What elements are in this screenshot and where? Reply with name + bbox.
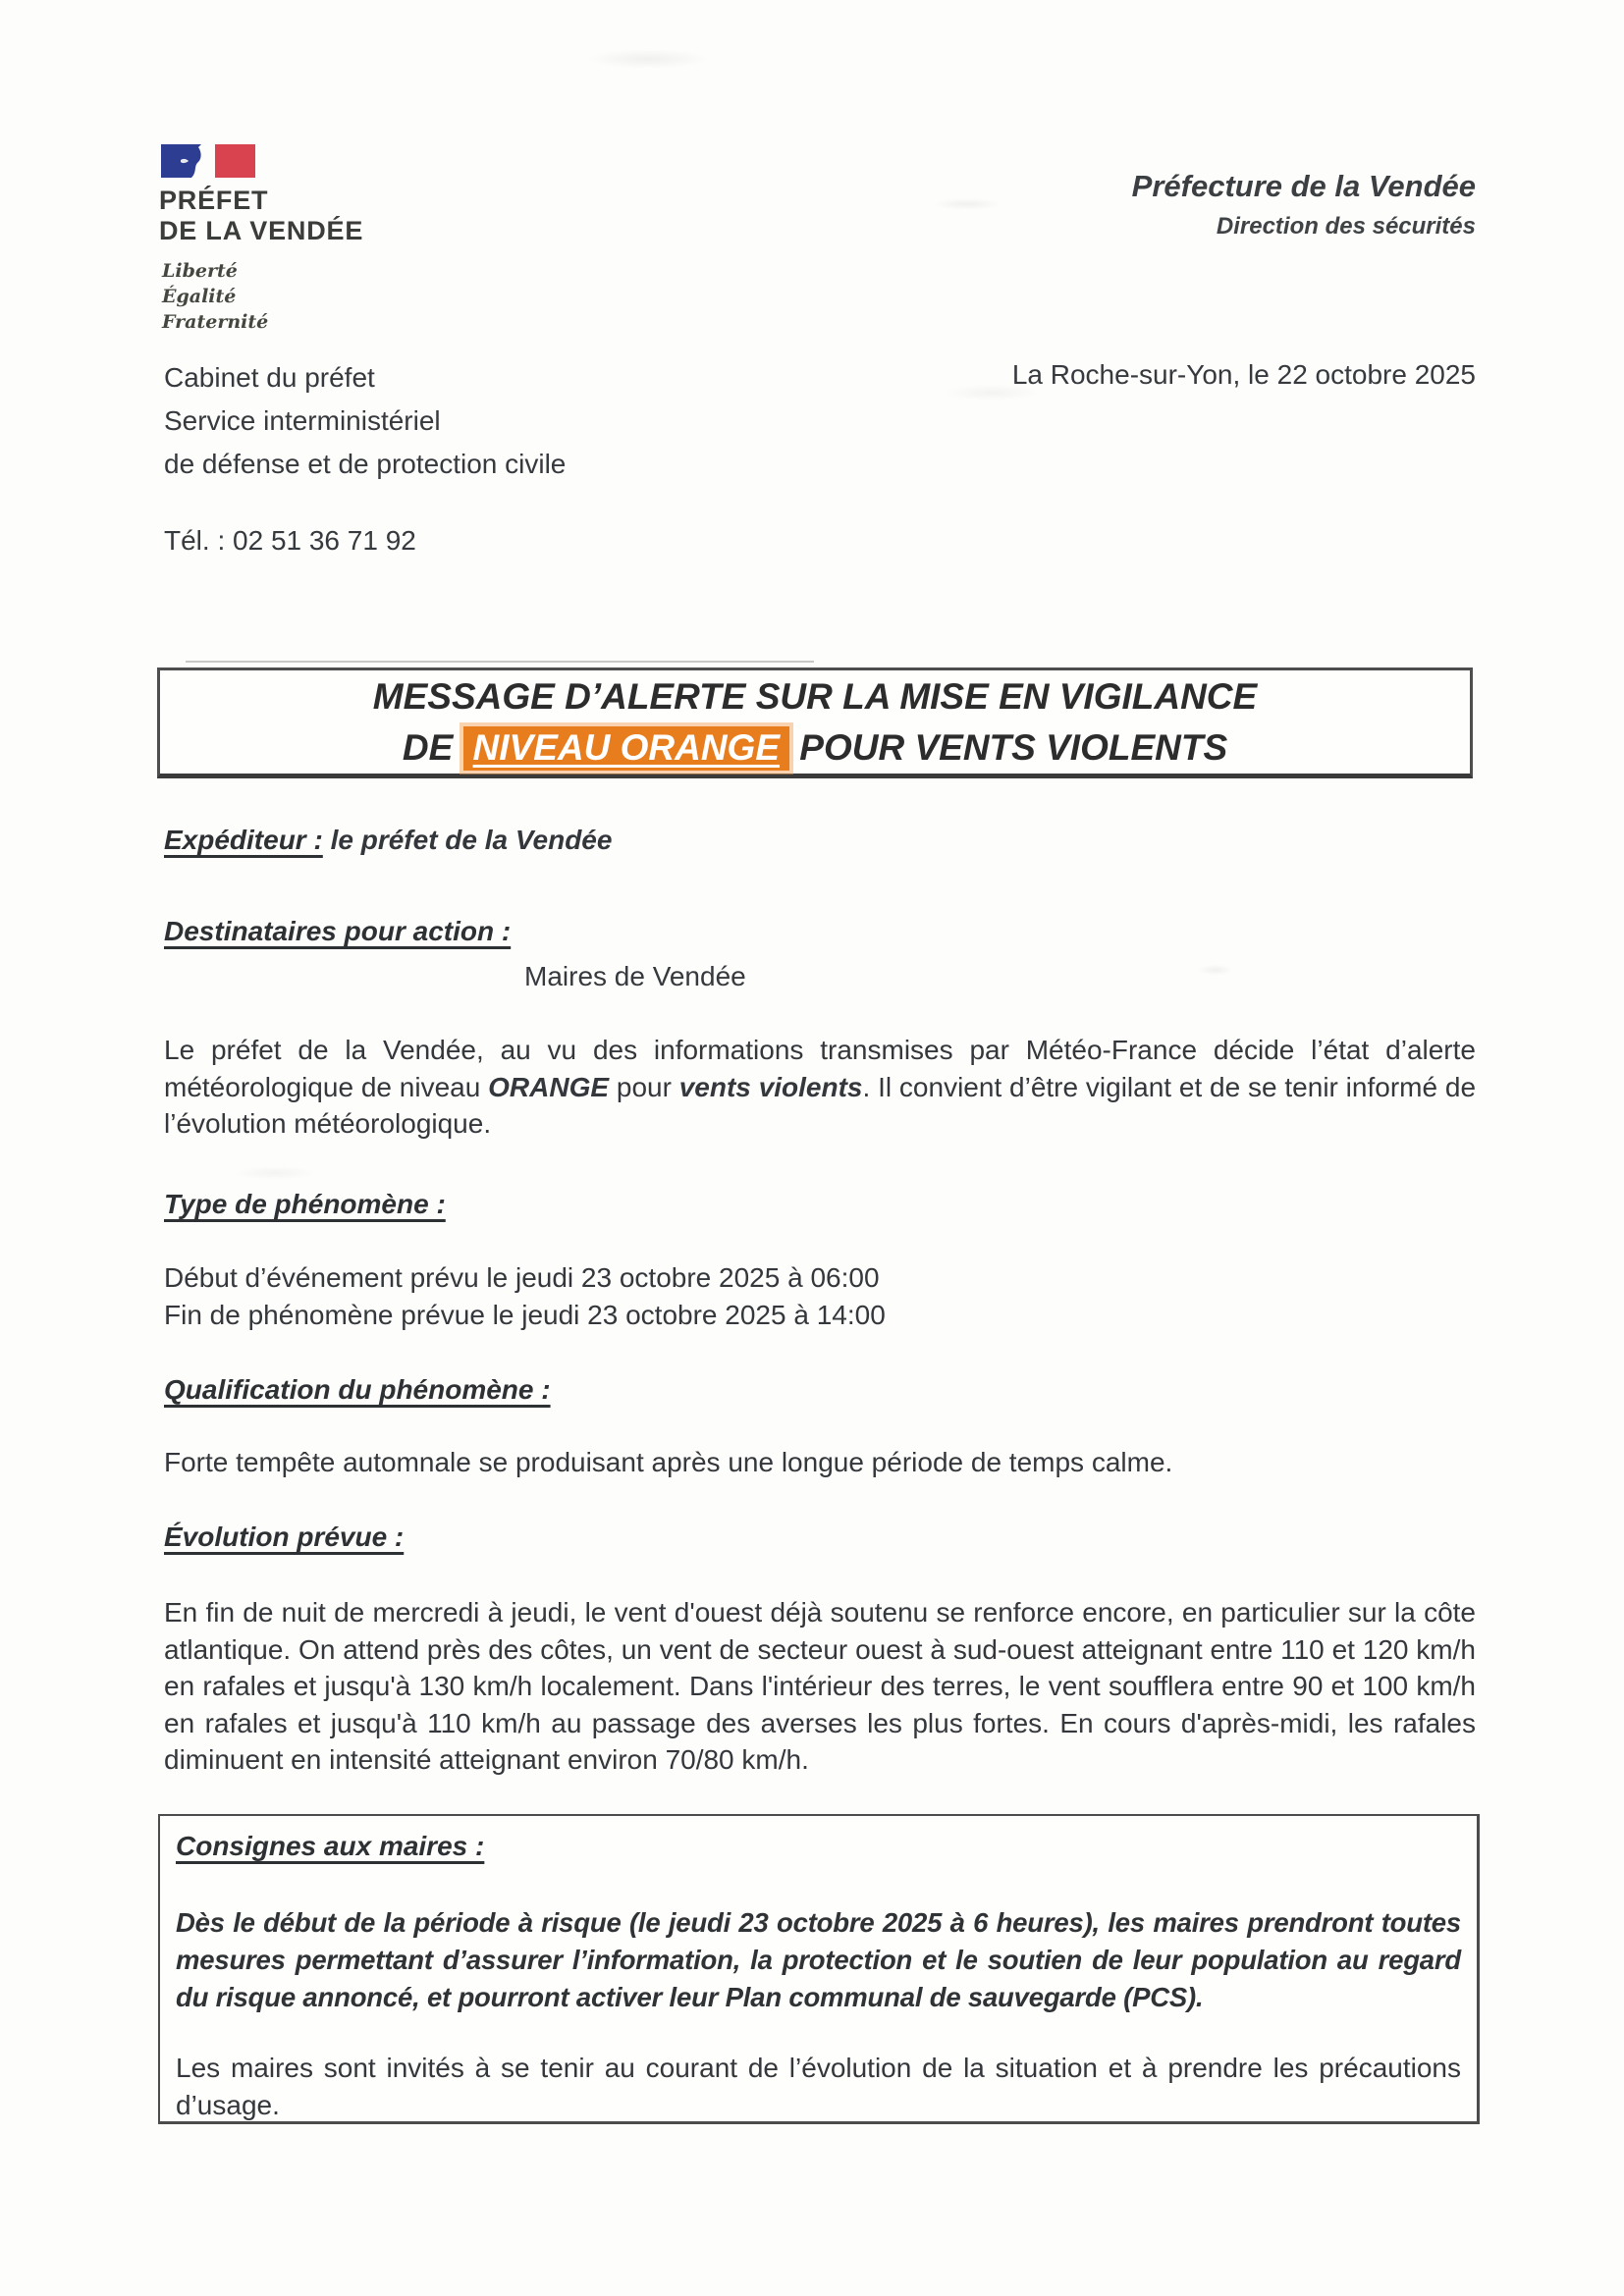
- phone-line: Tél. : 02 51 36 71 92: [164, 525, 416, 556]
- type-dates: [164, 1259, 886, 1334]
- sender-line: de défense et de protection civile: [164, 449, 567, 479]
- section-heading-qualification: [164, 1374, 551, 1406]
- type-heading-label: Type de phénomène :: [164, 1189, 446, 1219]
- event-start-line: Début d’événement prévu le jeudi 23 octobre 2025 à 06:00: [164, 1262, 880, 1293]
- alert-title-line2-suffix: POUR VENTS VIOLENTS: [789, 726, 1228, 768]
- place-and-date: La Roche-sur-Yon, le 22 octobre 2025: [1011, 359, 1476, 390]
- consignes-box: [158, 1814, 1480, 2124]
- letterhead-right: [1132, 169, 1476, 241]
- event-end-line: Fin de phénomène prévue le jeudi 23 octobre 2025 à 14:00: [164, 1300, 886, 1330]
- logo-title: [159, 186, 363, 246]
- french-flag-marianne-icon: [161, 144, 255, 178]
- expediteur-value: le préfet de la Vendée: [322, 825, 613, 855]
- sender-line: Service interministériel: [164, 405, 441, 436]
- evolution-paragraph: En fin de nuit de mercredi à jeudi, le vent d'ouest déjà soutenu se renforce encore, en particulier sur la côte atlantique. On attend près des côtes, un vent de secteur ouest à sud-ouest atteignant entre 110 et 120 km/h en rafales et jusqu'à 130 km/h localement. Dans l'intérieur des terres, le vent soufflera entre 90 et 100 km/h en rafales et jusqu'à 110 km/h au passage des averses les plus fortes. En cours d'après-midi, les rafales diminuent en intensité atteignant environ 70/80 km/h.: [164, 1597, 1476, 1775]
- logo-motto: [162, 258, 363, 335]
- intro-level-bold: ORANGE: [488, 1071, 610, 1102]
- section-heading-evolution: [164, 1522, 404, 1553]
- prefecture-name: Préfecture de la Vendée: [1131, 169, 1476, 203]
- consignes-heading: Consignes aux maires :: [176, 1831, 485, 1861]
- alert-title-line2-prefix: DE: [402, 726, 463, 768]
- consignes-bold-paragraph: Dès le début de la période à risque (le jeudi 23 octobre 2025 à 6 heures), les maires prendront toutes mesures permettant d’assurer l’information, la protection et le soutien de leur population au regard du risque annoncé, et pourront activer leur Plan communal de sauvegarde (PCS).: [176, 1907, 1461, 2012]
- qualification-heading-label: Qualification du phénomène :: [164, 1374, 551, 1405]
- alert-title-box: [157, 667, 1473, 778]
- intro-part3: . Il convient d’être vigilant et de se tenir informé de l’évolution météorologique.: [164, 1071, 1477, 1139]
- qualification-text: Forte tempête automnale se produisant après une longue période de temps calme.: [164, 1447, 1173, 1477]
- destinataires-label: Destinataires pour action :: [164, 916, 512, 946]
- destinataires-heading: [164, 916, 511, 947]
- intro-phenomenon-bold: vents violents: [678, 1071, 863, 1102]
- expediteur-label: Expéditeur :: [164, 825, 323, 855]
- motto-liberte: Liberté: [162, 260, 238, 282]
- motto-fraternite: Fraternité: [162, 311, 269, 333]
- destinataires-value: Maires de Vendée: [524, 961, 746, 991]
- alert-title-line1: MESSAGE D’ALERTE SUR LA MISE EN VIGILANCE: [372, 675, 1258, 717]
- section-heading-type: [164, 1189, 446, 1220]
- expediteur-line: [164, 825, 612, 856]
- evolution-heading-label: Évolution prévue :: [164, 1522, 405, 1552]
- intro-part2: pour: [609, 1071, 679, 1102]
- logo-title-line1: PRÉFET: [159, 186, 269, 215]
- orange-level-highlight: NIVEAU ORANGE: [463, 726, 789, 771]
- consignes-paragraph: Les maires sont invités à se tenir au courant de l’évolution de la situation et à prendre les précautions d’usage.: [176, 2053, 1461, 2120]
- intro-part1: Le préfet de la Vendée, au vu des informations transmises par Météo-France décide l’état d’alerte météorologique de niveau: [164, 1035, 1476, 1102]
- direction-name: Direction des sécurités: [1216, 213, 1476, 240]
- french-republic-logo: [159, 144, 363, 335]
- sender-line: Cabinet du préfet: [164, 362, 375, 393]
- sender-block: [164, 356, 566, 486]
- alert-title-line2: [403, 722, 1227, 774]
- logo-title-line2: DE LA VENDÉE: [159, 216, 364, 245]
- intro-paragraph: [164, 1032, 1476, 1143]
- motto-egalite: Égalité: [162, 286, 237, 307]
